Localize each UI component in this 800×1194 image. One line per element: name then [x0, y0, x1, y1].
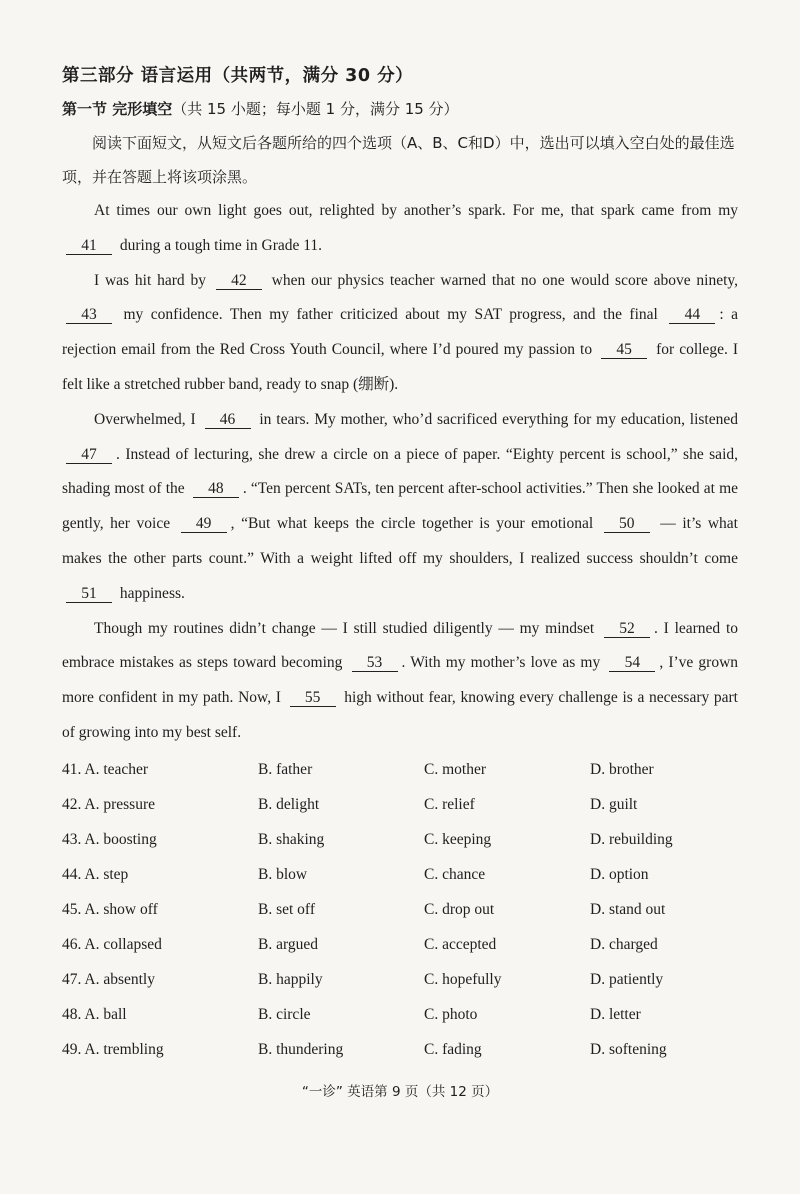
- blank-49: 49: [181, 516, 227, 533]
- option-c: C. photo: [424, 1005, 478, 1023]
- option-a: 42. A. pressure: [62, 795, 155, 813]
- option-row-47: [62, 962, 752, 997]
- option-a: 43. A. boosting: [62, 830, 157, 848]
- section-title: [62, 98, 459, 119]
- paragraph-3: [62, 403, 738, 612]
- passage-text: . With my mother’s love as my: [401, 654, 601, 672]
- option-c: C. relief: [424, 795, 475, 813]
- paragraph-4: [62, 612, 738, 751]
- option-d: D. option: [590, 865, 649, 883]
- passage-text: . “Ten percent SATs, ten percent after-school activities.” Then she looked at me gently, her voice: [62, 480, 739, 533]
- option-a: 47. A. absently: [62, 970, 155, 988]
- option-b: B. set off: [258, 900, 315, 918]
- passage-text: . Instead of lecturing, she drew a circle on a piece of paper. “Eighty percent is school,” she said, shading most of the: [62, 445, 738, 498]
- paragraph-2: [62, 264, 738, 403]
- option-a: 44. A. step: [62, 865, 129, 883]
- option-c: C. accepted: [424, 935, 497, 953]
- section-info: （共 15 小题；每小题 1 分，满分 15 分）: [172, 100, 459, 118]
- answer-options: [62, 752, 752, 1067]
- page-footer: “一诊” 英语第 9 页（共 12 页）: [301, 1084, 499, 1100]
- option-a: 49. A. trembling: [62, 1040, 164, 1058]
- blank-53: 53: [352, 655, 398, 672]
- cloze-passage: [62, 194, 738, 751]
- passage-text: , “But what keeps the circle together is your emotional: [230, 515, 594, 533]
- directions: 阅读下面短文，从短文后各题所给的四个选项（A、B、C和D）中，选出可以填入空白处的最佳选项，并在答题上将该项涂黑。: [62, 134, 735, 186]
- part-title: 第三部分 语言运用（共两节，满分 30 分）: [62, 66, 414, 86]
- passage-text: during a tough time in Grade 11.: [119, 236, 323, 254]
- passage-text: , I’ve grown more confident in my path. Now, I: [62, 654, 739, 707]
- passage-text: : a rejection email from the Red Cross Youth Council, where I’d poured my passion to: [62, 306, 739, 359]
- option-d: D. charged: [590, 935, 658, 953]
- option-d: D. stand out: [590, 900, 666, 918]
- blank-45: 45: [601, 342, 647, 359]
- option-c: C. keeping: [424, 830, 492, 848]
- blank-50: 50: [604, 516, 650, 533]
- option-d: D. rebuilding: [590, 830, 673, 848]
- passage-text: — it’s what makes the other parts count.” With a weight lifted off my shoulders, I realized success shouldn’t come: [62, 515, 738, 567]
- blank-52: 52: [604, 621, 650, 638]
- option-a: 46. A. collapsed: [62, 935, 162, 953]
- option-b: B. argued: [258, 935, 318, 953]
- option-row-43: [62, 822, 752, 857]
- blank-44: 44: [669, 307, 715, 324]
- option-row-49: [62, 1032, 752, 1067]
- paragraph-1: [62, 194, 738, 264]
- option-row-41: [62, 752, 752, 787]
- option-b: B. thundering: [258, 1040, 344, 1058]
- passage-text: At times our own light goes out, relighted by another’s spark. For me, that spark came from my: [94, 202, 738, 219]
- blank-48: 48: [193, 481, 239, 498]
- option-row-44: [62, 857, 752, 892]
- blank-54: 54: [609, 655, 655, 672]
- option-d: D. guilt: [590, 795, 638, 813]
- option-b: B. father: [258, 760, 313, 778]
- passage-text: Though my routines didn’t change — I still studied diligently — my mindset: [94, 619, 595, 637]
- option-a: 45. A. show off: [62, 900, 158, 918]
- blank-51: 51: [66, 586, 112, 603]
- passage-text: for college. I felt like a stretched rubber band, ready to snap (绷断).: [62, 341, 738, 393]
- option-c: C. mother: [424, 760, 486, 778]
- option-c: C. drop out: [424, 900, 495, 918]
- option-a: 41. A. teacher: [62, 760, 149, 778]
- passage-text: my confidence. Then my father criticized about my SAT progress, and the final: [123, 306, 658, 324]
- passage-text: happiness.: [119, 584, 185, 602]
- blank-42: 42: [216, 273, 262, 290]
- blank-46: 46: [205, 412, 251, 429]
- option-d: D. patiently: [590, 970, 664, 988]
- option-d: D. softening: [590, 1040, 667, 1058]
- option-row-42: [62, 787, 752, 822]
- passage-text: Overwhelmed, I: [94, 410, 196, 428]
- option-b: B. shaking: [258, 830, 325, 848]
- blank-41: 41: [66, 238, 112, 255]
- passage-text: I was hit hard by: [94, 271, 206, 289]
- option-a: 48. A. ball: [62, 1005, 127, 1023]
- option-b: B. blow: [258, 865, 308, 883]
- option-b: B. happily: [258, 970, 323, 988]
- passage-text: . I learned to embrace mistakes as steps toward becoming: [62, 619, 739, 672]
- option-row-45: [62, 892, 752, 927]
- option-c: C. chance: [424, 865, 486, 883]
- option-d: D. brother: [590, 760, 654, 778]
- option-b: B. delight: [258, 795, 320, 813]
- option-c: C. hopefully: [424, 970, 502, 988]
- passage-text: in tears. My mother, who’d sacrificed everything for my education, listened: [259, 410, 738, 428]
- passage-text: high without fear, knowing every challenge is a necessary part of growing into my best self.: [62, 689, 738, 741]
- blank-43: 43: [66, 307, 112, 324]
- option-row-48: [62, 997, 752, 1032]
- option-c: C. fading: [424, 1040, 482, 1058]
- passage-text: when our physics teacher warned that no one would score above ninety,: [271, 271, 739, 289]
- option-row-46: [62, 927, 752, 962]
- section-label: 第一节 完形填空: [62, 100, 173, 118]
- blank-47: 47: [66, 447, 112, 464]
- option-d: D. letter: [590, 1005, 641, 1023]
- blank-55: 55: [290, 690, 336, 707]
- option-b: B. circle: [258, 1005, 311, 1023]
